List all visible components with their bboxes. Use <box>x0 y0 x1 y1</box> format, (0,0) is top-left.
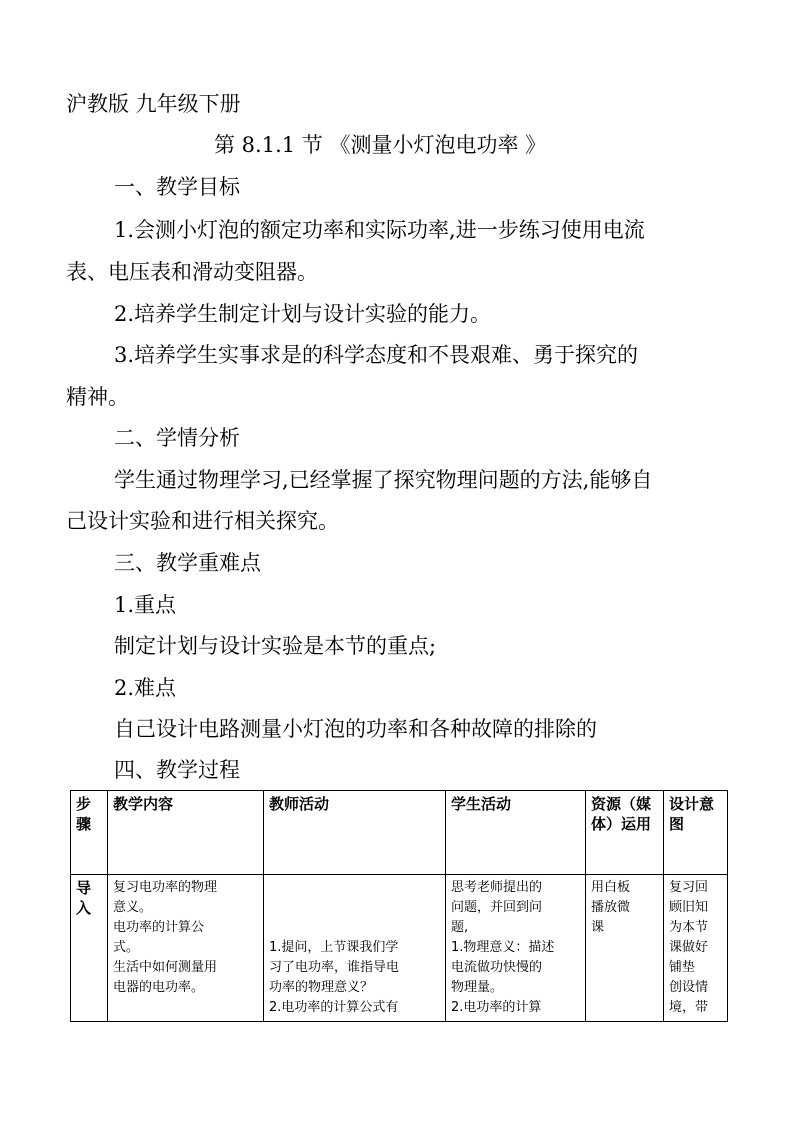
table-header-row <box>71 791 728 875</box>
teacher-line: 2.电功率的计算公式有 <box>269 1000 399 1015</box>
intent-line: 顾旧知 <box>669 900 709 915</box>
cell-content <box>108 875 264 1022</box>
content-line: 意义。 <box>113 900 153 915</box>
table-row <box>71 875 728 1022</box>
student-line: 2.电功率的计算 <box>451 1000 542 1015</box>
intent-line: 创设情 <box>669 980 709 995</box>
student-line: 物理量。 <box>451 980 504 995</box>
header-content: 教学内容 <box>108 791 264 875</box>
key-point-label: 1.重点 <box>114 593 177 617</box>
goal-1-line-1: 1.会测小灯泡的额定功率和实际功率,进一步练习使用电流 <box>114 218 645 242</box>
content-line: 复习电功率的物理 <box>113 880 218 895</box>
textbook-header: 沪教版 九年级下册 <box>66 92 241 116</box>
student-line: 思考老师提出的 <box>451 880 543 895</box>
analysis-line-2: 己设计实验和进行相关探究。 <box>66 509 339 533</box>
content-line: 电功率的计算公 <box>113 920 205 935</box>
cell-student-activity <box>446 875 586 1022</box>
cell-design-intent <box>664 875 728 1022</box>
difficulty-label: 2.难点 <box>114 676 177 700</box>
key-point-text: 制定计划与设计实验是本节的重点; <box>114 634 437 658</box>
intent-line: 课做好 <box>669 940 709 955</box>
goal-1-line-2: 表、电压表和滑动变阻器。 <box>66 260 318 284</box>
resource-line: 用白板 <box>591 880 631 895</box>
header-student-activity: 学生活动 <box>446 791 586 875</box>
header-teacher-activity: 教师活动 <box>264 791 446 875</box>
section-heading-process: 四、教学过程 <box>114 758 240 782</box>
goal-3-line-1: 3.培养学生实事求是的科学态度和不畏艰难、勇于探究的 <box>114 343 639 367</box>
goal-3-line-2: 精神。 <box>66 385 129 409</box>
cell-teacher-activity <box>264 875 446 1022</box>
intent-line: 为本节 <box>669 920 709 935</box>
header-resources: 资源（媒体）运用 <box>586 791 664 875</box>
student-line: 1.物理意义：描述 <box>451 940 555 955</box>
resource-line: 课 <box>591 920 605 935</box>
intent-line: 复习回 <box>669 880 709 895</box>
analysis-line-1: 学生通过物理学习,已经掌握了探究物理问题的方法,能够自 <box>114 468 653 492</box>
teacher-line: 功率的物理意义？ <box>269 980 374 995</box>
section-heading-key-points: 三、教学重难点 <box>114 551 261 575</box>
header-design-intent: 设计意图 <box>664 791 728 875</box>
cell-step: 导入 <box>71 875 108 1022</box>
resource-line: 播放微 <box>591 900 631 915</box>
student-line: 题, <box>451 920 469 935</box>
cell-resources <box>586 875 664 1022</box>
lesson-process-table <box>70 790 728 1022</box>
header-step: 步骤 <box>71 791 108 875</box>
student-line: 问题，并回到问 <box>451 900 543 915</box>
teacher-line: 习了电功率，谁指导电 <box>269 960 400 975</box>
section-heading-goals: 一、教学目标 <box>114 175 240 199</box>
section-heading-analysis: 二、学情分析 <box>114 426 240 450</box>
goal-2: 2.培养学生制定计划与设计实验的能力。 <box>114 302 492 326</box>
difficulty-text: 自己设计电路测量小灯泡的功率和各种故障的排除的 <box>114 717 597 741</box>
teacher-line: 1.提问，上节课我们学 <box>269 940 399 955</box>
lesson-title: 第 8.1.1 节 《测量小灯泡电功率 》 <box>214 133 547 157</box>
intent-line: 境，带 <box>669 1000 709 1015</box>
student-line: 电流做功快慢的 <box>451 960 543 975</box>
content-line: 生活中如何测量用 <box>113 960 218 975</box>
content-line: 式。 <box>113 940 140 955</box>
intent-line: 铺垫 <box>669 960 696 975</box>
content-line: 电器的电功率。 <box>113 980 205 995</box>
